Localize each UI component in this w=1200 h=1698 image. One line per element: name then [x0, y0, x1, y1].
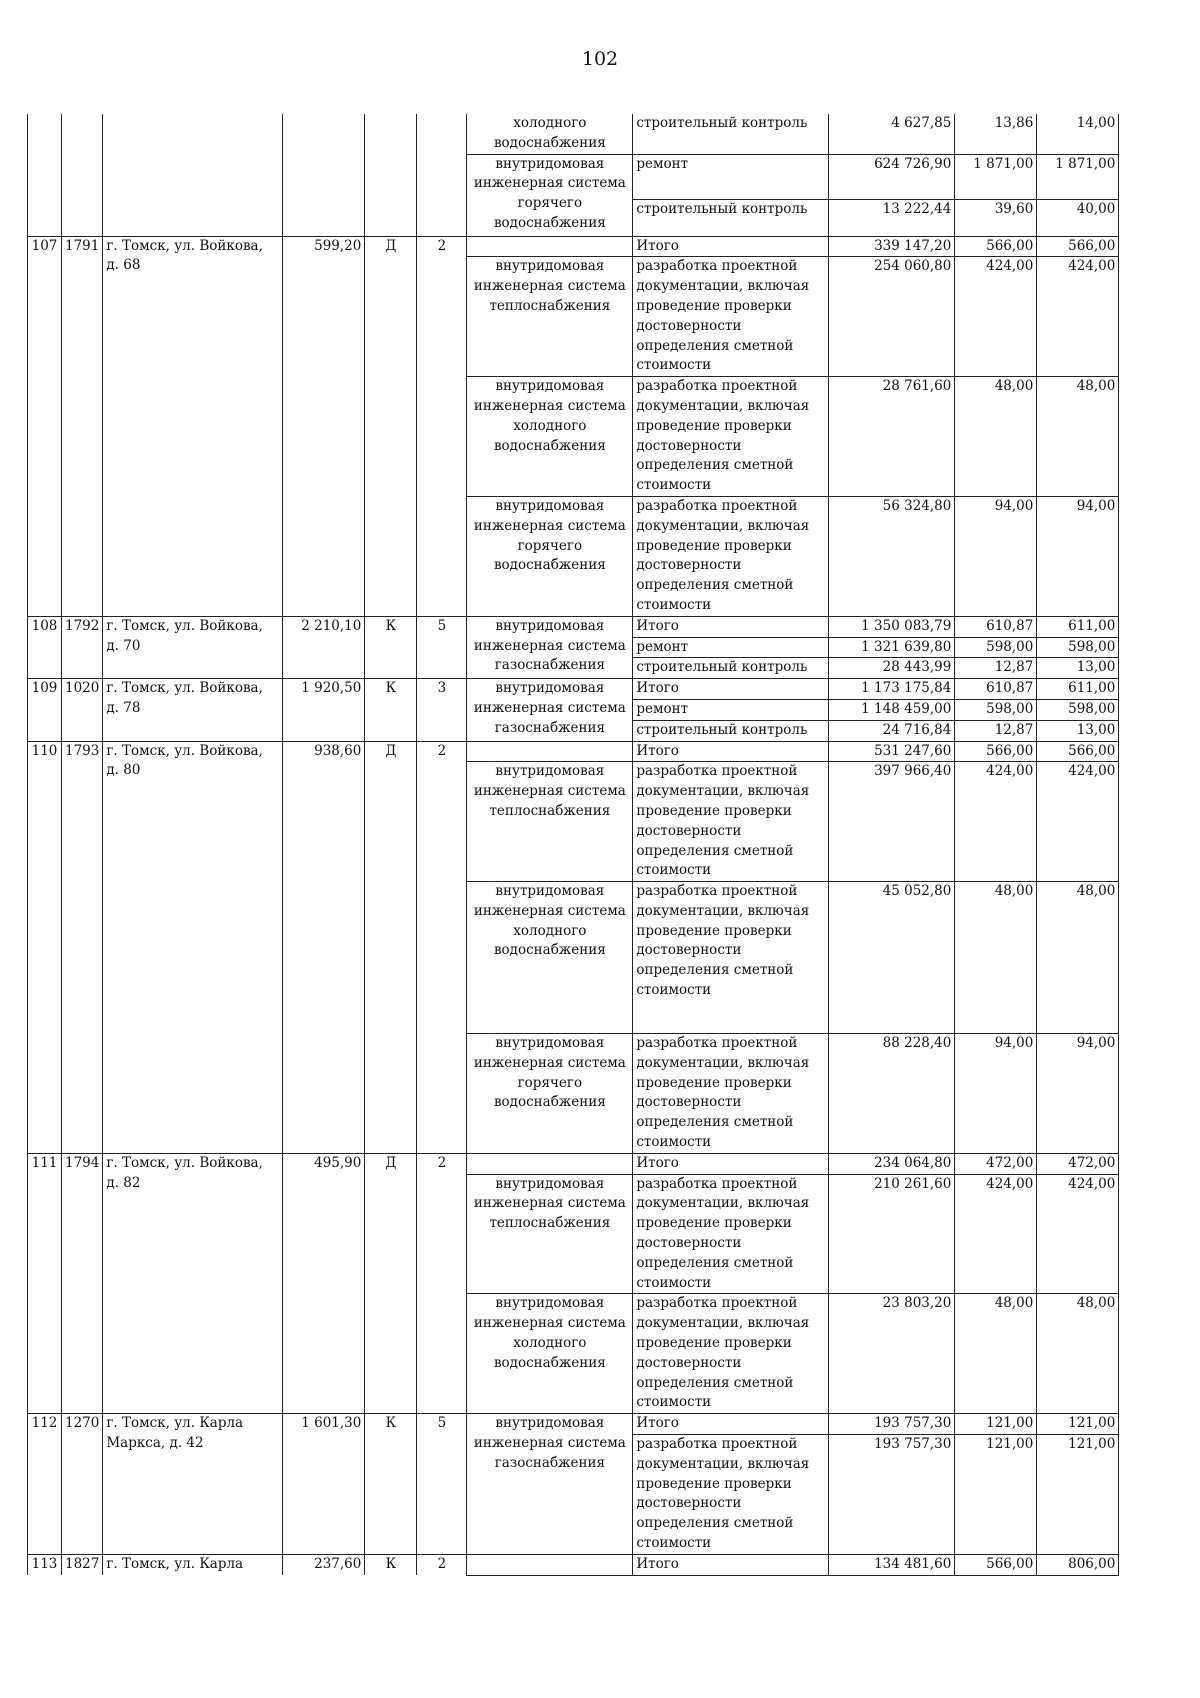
- sum-cell: 1 350 083,79: [829, 616, 955, 637]
- value-cell: 1 871,00: [1037, 154, 1119, 199]
- system-cell: внутридомовая инженерная система горячего водоснабжения: [467, 496, 633, 616]
- work-cell: разработка проектной документации, включая проведение проверки достоверности определения сметной стоимости: [633, 1174, 829, 1294]
- table-row: [28, 1554, 1119, 1575]
- value-cell: 121,00: [1037, 1435, 1119, 1555]
- sum-cell: 88 228,40: [829, 1034, 955, 1154]
- address-cell: г. Томск, ул. Войкова, д. 78: [103, 679, 283, 741]
- sum-cell: 28 443,99: [829, 658, 955, 679]
- value-cell: 48,00: [955, 377, 1037, 497]
- sum-cell: 23 803,20: [829, 1294, 955, 1414]
- value-cell: 48,00: [955, 882, 1037, 1034]
- table-row: [28, 741, 1119, 762]
- work-cell: строительный контроль: [633, 199, 829, 236]
- value-cell: 48,00: [1037, 1294, 1119, 1414]
- system-cell: внутридомовая инженерная система холодного водоснабжения: [467, 1294, 633, 1414]
- floors-cell: 2: [417, 1554, 467, 1575]
- floors-cell: 2: [417, 741, 467, 1153]
- system-cell: внутридомовая инженерная система теплоснабжения: [467, 762, 633, 882]
- material-cell: Д: [365, 1153, 417, 1413]
- value-cell: 121,00: [955, 1414, 1037, 1435]
- sum-cell: 28 761,60: [829, 377, 955, 497]
- value-cell: 610,87: [955, 679, 1037, 700]
- system-cell: внутридомовая инженерная система газоснабжения: [467, 1414, 633, 1555]
- sum-cell: 234 064,80: [829, 1153, 955, 1174]
- work-cell: строительный контроль: [633, 720, 829, 741]
- total-label: Итого: [633, 616, 829, 637]
- sum-cell: 397 966,40: [829, 762, 955, 882]
- house-code: 1793: [62, 741, 103, 1153]
- sum-cell: 45 052,80: [829, 882, 955, 1034]
- value-cell: 566,00: [1037, 741, 1119, 762]
- register-table: [27, 114, 1119, 1576]
- value-cell: 14,00: [1037, 114, 1119, 154]
- value-cell: 121,00: [955, 1435, 1037, 1555]
- value-cell: 598,00: [955, 699, 1037, 720]
- system-cell: внутридомовая инженерная система газоснабжения: [467, 679, 633, 741]
- work-cell: ремонт: [633, 637, 829, 658]
- area-cell: 599,20: [283, 236, 365, 616]
- address-cell: г. Томск, ул. Войкова, д. 70: [103, 616, 283, 678]
- value-cell: 424,00: [1037, 257, 1119, 377]
- row-number: 107: [28, 236, 62, 616]
- work-cell: разработка проектной документации, включая проведение проверки достоверности определения сметной стоимости: [633, 377, 829, 497]
- house-code: 1792: [62, 616, 103, 678]
- house-code: 1020: [62, 679, 103, 741]
- material-cell: Д: [365, 236, 417, 616]
- value-cell: 598,00: [955, 637, 1037, 658]
- table-row: [28, 114, 1119, 154]
- row-number: 109: [28, 679, 62, 741]
- house-code: 1791: [62, 236, 103, 616]
- table-row: [28, 1414, 1119, 1435]
- value-cell: 611,00: [1037, 616, 1119, 637]
- page-number: 102: [581, 48, 619, 70]
- system-cell: [467, 741, 633, 762]
- value-cell: 13,00: [1037, 720, 1119, 741]
- address-cell: г. Томск, ул. Карла Маркса, д. 42: [103, 1414, 283, 1555]
- value-cell: 13,00: [1037, 658, 1119, 679]
- table-row: [28, 616, 1119, 637]
- total-label: Итого: [633, 741, 829, 762]
- row-number: 110: [28, 741, 62, 1153]
- row-number: 112: [28, 1414, 62, 1555]
- system-cell: внутридомовая инженерная система горячего водоснабжения: [467, 154, 633, 236]
- sum-cell: 193 757,30: [829, 1414, 955, 1435]
- work-cell: разработка проектной документации, включая проведение проверки достоверности определения сметной стоимости: [633, 1034, 829, 1154]
- value-cell: 472,00: [1037, 1153, 1119, 1174]
- row-number: 108: [28, 616, 62, 678]
- value-cell: 424,00: [1037, 762, 1119, 882]
- table-row: [28, 679, 1119, 700]
- area-cell: 495,90: [283, 1153, 365, 1413]
- material-cell: К: [365, 679, 417, 741]
- sum-cell: 193 757,30: [829, 1435, 955, 1555]
- system-cell: [467, 236, 633, 257]
- system-cell: внутридомовая инженерная система теплоснабжения: [467, 1174, 633, 1294]
- house-code: 1794: [62, 1153, 103, 1413]
- floors-cell: 5: [417, 616, 467, 678]
- house-code: 1270: [62, 1414, 103, 1555]
- floors-cell: 2: [417, 236, 467, 616]
- value-cell: 94,00: [955, 1034, 1037, 1154]
- value-cell: 566,00: [955, 236, 1037, 257]
- system-cell: внутридомовая инженерная система газоснабжения: [467, 616, 633, 678]
- value-cell: 472,00: [955, 1153, 1037, 1174]
- value-cell: 12,87: [955, 720, 1037, 741]
- value-cell: 611,00: [1037, 679, 1119, 700]
- value-cell: 94,00: [1037, 496, 1119, 616]
- system-cell: внутридомовая инженерная система теплоснабжения: [467, 257, 633, 377]
- area-cell: 1 920,50: [283, 679, 365, 741]
- value-cell: 566,00: [955, 741, 1037, 762]
- sum-cell: 1 173 175,84: [829, 679, 955, 700]
- work-cell: разработка проектной документации, включая проведение проверки достоверности определения сметной стоимости: [633, 496, 829, 616]
- work-cell: строительный контроль: [633, 114, 829, 154]
- work-cell: ремонт: [633, 699, 829, 720]
- work-cell: разработка проектной документации, включая проведение проверки достоверности определения сметной стоимости: [633, 882, 829, 1034]
- floors-cell: 5: [417, 1414, 467, 1555]
- work-cell: ремонт: [633, 154, 829, 199]
- sum-cell: 134 481,60: [829, 1554, 955, 1575]
- value-cell: 424,00: [1037, 1174, 1119, 1294]
- system-cell: [467, 1554, 633, 1575]
- floors-cell: 3: [417, 679, 467, 741]
- system-cell: внутридомовая инженерная система холодного водоснабжения: [467, 377, 633, 497]
- value-cell: 13,86: [955, 114, 1037, 154]
- material-cell: К: [365, 1414, 417, 1555]
- area-cell: 2 210,10: [283, 616, 365, 678]
- floors-cell: 2: [417, 1153, 467, 1413]
- value-cell: 121,00: [1037, 1414, 1119, 1435]
- system-cell: внутридомовая инженерная система холодного водоснабжения: [467, 882, 633, 1034]
- house-code: 1827: [62, 1554, 103, 1575]
- work-cell: разработка проектной документации, включая проведение проверки достоверности определения сметной стоимости: [633, 257, 829, 377]
- value-cell: 566,00: [1037, 236, 1119, 257]
- sum-cell: 24 716,84: [829, 720, 955, 741]
- value-cell: 48,00: [955, 1294, 1037, 1414]
- value-cell: 94,00: [1037, 1034, 1119, 1154]
- value-cell: 424,00: [955, 1174, 1037, 1294]
- system-cell: внутридомовая инженерная система горячего водоснабжения: [467, 1034, 633, 1154]
- material-cell: К: [365, 1554, 417, 1575]
- sum-cell: 531 247,60: [829, 741, 955, 762]
- table-row: [28, 1153, 1119, 1174]
- material-cell: Д: [365, 741, 417, 1153]
- sum-cell: 1 148 459,00: [829, 699, 955, 720]
- value-cell: 1 871,00: [955, 154, 1037, 199]
- work-cell: разработка проектной документации, включая проведение проверки достоверности определения сметной стоимости: [633, 762, 829, 882]
- area-cell: 1 601,30: [283, 1414, 365, 1555]
- area-cell: 237,60: [283, 1554, 365, 1575]
- value-cell: 424,00: [955, 257, 1037, 377]
- sum-cell: 210 261,60: [829, 1174, 955, 1294]
- value-cell: 39,60: [955, 199, 1037, 236]
- work-cell: строительный контроль: [633, 658, 829, 679]
- sum-cell: 254 060,80: [829, 257, 955, 377]
- sum-cell: 1 321 639,80: [829, 637, 955, 658]
- work-cell: разработка проектной документации, включая проведение проверки достоверности определения сметной стоимости: [633, 1294, 829, 1414]
- sum-cell: 4 627,85: [829, 114, 955, 154]
- sum-cell: 56 324,80: [829, 496, 955, 616]
- total-label: Итого: [633, 1153, 829, 1174]
- value-cell: 48,00: [1037, 882, 1119, 1034]
- value-cell: 610,87: [955, 616, 1037, 637]
- system-cell: [467, 1153, 633, 1174]
- value-cell: 40,00: [1037, 199, 1119, 236]
- row-number: 111: [28, 1153, 62, 1413]
- total-label: Итого: [633, 1554, 829, 1575]
- address-cell: г. Томск, ул. Войкова, д. 82: [103, 1153, 283, 1413]
- value-cell: 424,00: [955, 762, 1037, 882]
- area-cell: 938,60: [283, 741, 365, 1153]
- address-cell: г. Томск, ул. Карла: [103, 1554, 283, 1575]
- value-cell: 806,00: [1037, 1554, 1119, 1575]
- sum-cell: 13 222,44: [829, 199, 955, 236]
- address-cell: г. Томск, ул. Войкова, д. 80: [103, 741, 283, 1153]
- table-row: [28, 236, 1119, 257]
- total-label: Итого: [633, 679, 829, 700]
- total-label: Итого: [633, 236, 829, 257]
- material-cell: К: [365, 616, 417, 678]
- sum-cell: 339 147,20: [829, 236, 955, 257]
- value-cell: 12,87: [955, 658, 1037, 679]
- system-cell: холодного водоснабжения: [467, 114, 633, 154]
- value-cell: 94,00: [955, 496, 1037, 616]
- work-cell: разработка проектной документации, включая проведение проверки достоверности определения сметной стоимости: [633, 1435, 829, 1555]
- address-cell: г. Томск, ул. Войкова, д. 68: [103, 236, 283, 616]
- value-cell: 48,00: [1037, 377, 1119, 497]
- total-label: Итого: [633, 1414, 829, 1435]
- sum-cell: 624 726,90: [829, 154, 955, 199]
- value-cell: 598,00: [1037, 637, 1119, 658]
- row-number: 113: [28, 1554, 62, 1575]
- value-cell: 566,00: [955, 1554, 1037, 1575]
- value-cell: 598,00: [1037, 699, 1119, 720]
